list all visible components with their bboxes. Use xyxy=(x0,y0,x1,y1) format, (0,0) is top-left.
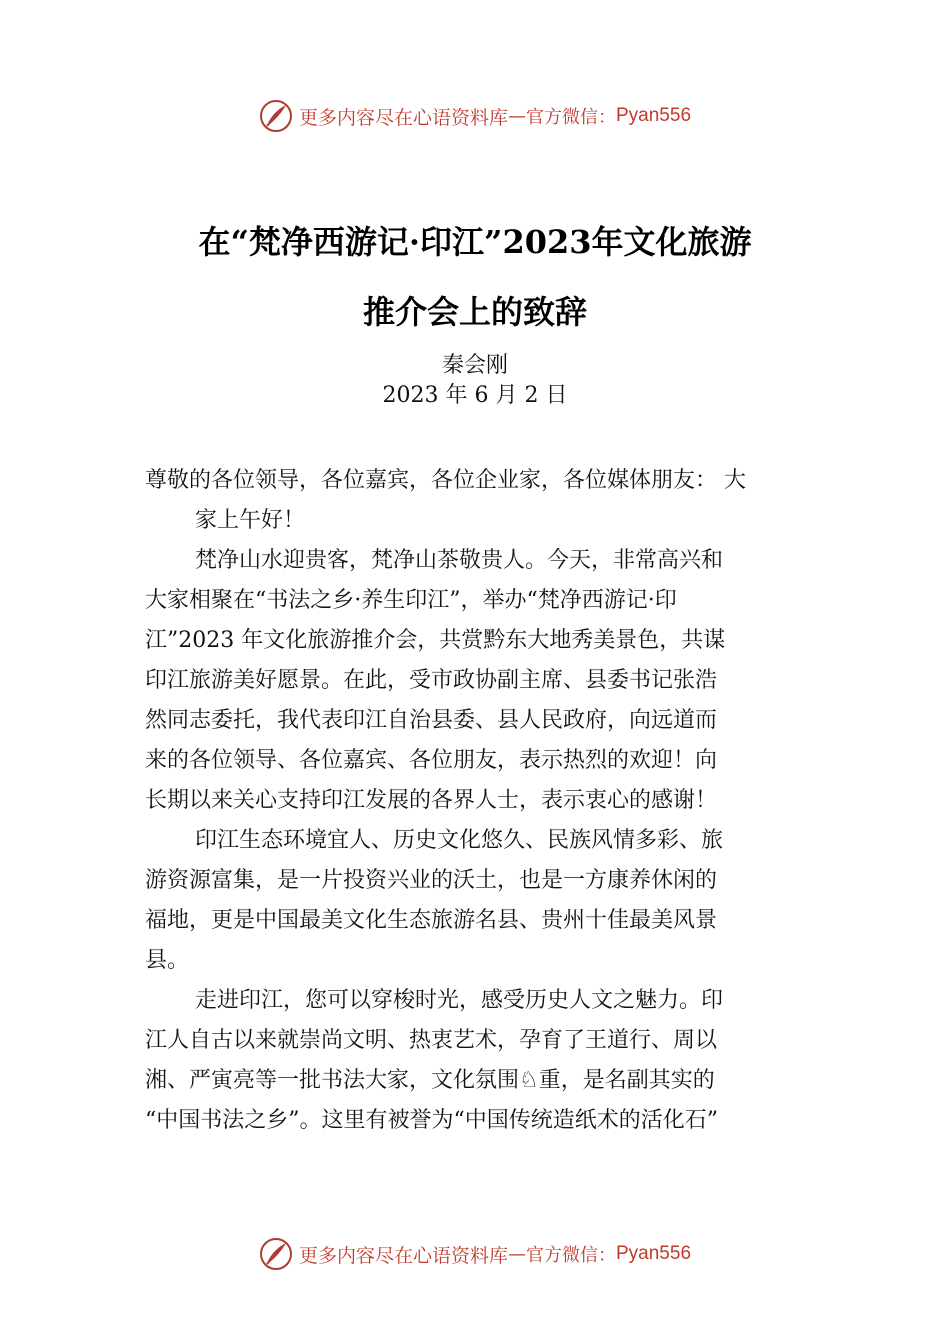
body-line: “中国书法之乡”。这里有被誉为“中国传统造纸术的活化石” xyxy=(145,1108,718,1133)
body-line: 游资源富集，是一片投资兴业的沃土，也是一方康养休闲的 xyxy=(145,868,718,893)
banner-dash: — xyxy=(508,1243,526,1265)
body-line: 尊敬的各位领导，各位嘉宾，各位企业家，各位媒体朋友： 大 xyxy=(145,468,746,493)
body-line: 走进印江，您可以穿梭时光，感受历史人文之魅力。印 xyxy=(195,988,724,1013)
body-line: 长期以来关心支持印江发展的各界人士，表示衷心的感谢！ xyxy=(145,788,718,813)
body-line: 然同志委托，我代表印江自治县委、县人民政府，向远道而 xyxy=(145,708,718,733)
body-line: 来的各位领导、各位嘉宾、各位朋友，表示热烈的欢迎！向 xyxy=(145,748,718,773)
quill-logo-icon xyxy=(259,1237,293,1271)
body-line: 县。 xyxy=(145,948,190,973)
body-line: 梵净山水迎贵客，梵净山茶敬贵人。今天，非常高兴和 xyxy=(195,548,724,573)
body-line: 福地，更是中国最美文化生态旅游名县、贵州十佳最美风景 xyxy=(145,908,718,933)
footer-banner xyxy=(0,1232,950,1276)
banner-wechat-id: Pyan556 xyxy=(616,105,692,126)
header-banner xyxy=(0,94,950,138)
author: 秦会刚 xyxy=(441,353,508,378)
body-line: 江”2023 年文化旅游推介会，共赏黔东大地秀美景色，共谋 xyxy=(145,628,726,653)
document-title-line-1: 在“梵净西游记·印江”2023年文化旅游 xyxy=(198,223,752,261)
body-line: 湘、严寅亮等一批书法大家，文化氛围♘重，是名副其实的 xyxy=(145,1068,715,1093)
banner-wechat-id: Pyan556 xyxy=(616,1243,692,1264)
quill-logo-icon xyxy=(259,99,293,133)
document-title-line-2: 推介会上的致辞 xyxy=(362,293,587,331)
banner-wechat-label: 官方微信： xyxy=(526,107,616,128)
banner-text: 更多内容尽在心语资料库 xyxy=(298,1244,508,1267)
banner-text: 更多内容尽在心语资料库 xyxy=(298,106,508,129)
body-line: 家上午好！ xyxy=(195,508,306,533)
banner-dash: — xyxy=(508,105,526,127)
date: 2023 年 6 月 2 日 xyxy=(382,383,568,408)
body-line: 大家相聚在“书法之乡·养生印江”，举办“梵净西游记·印 xyxy=(145,588,677,613)
body-line: 印江旅游美好愿景。在此，受市政协副主席、县委书记张浩 xyxy=(145,668,718,693)
body-line: 印江生态环境宜人、历史文化悠久、民族风情多彩、旅 xyxy=(195,828,724,853)
body-line: 江人自古以来就崇尚文明、热衷艺术，孕育了王道行、周以 xyxy=(145,1028,718,1053)
banner-wechat-label: 官方微信： xyxy=(526,1245,616,1266)
